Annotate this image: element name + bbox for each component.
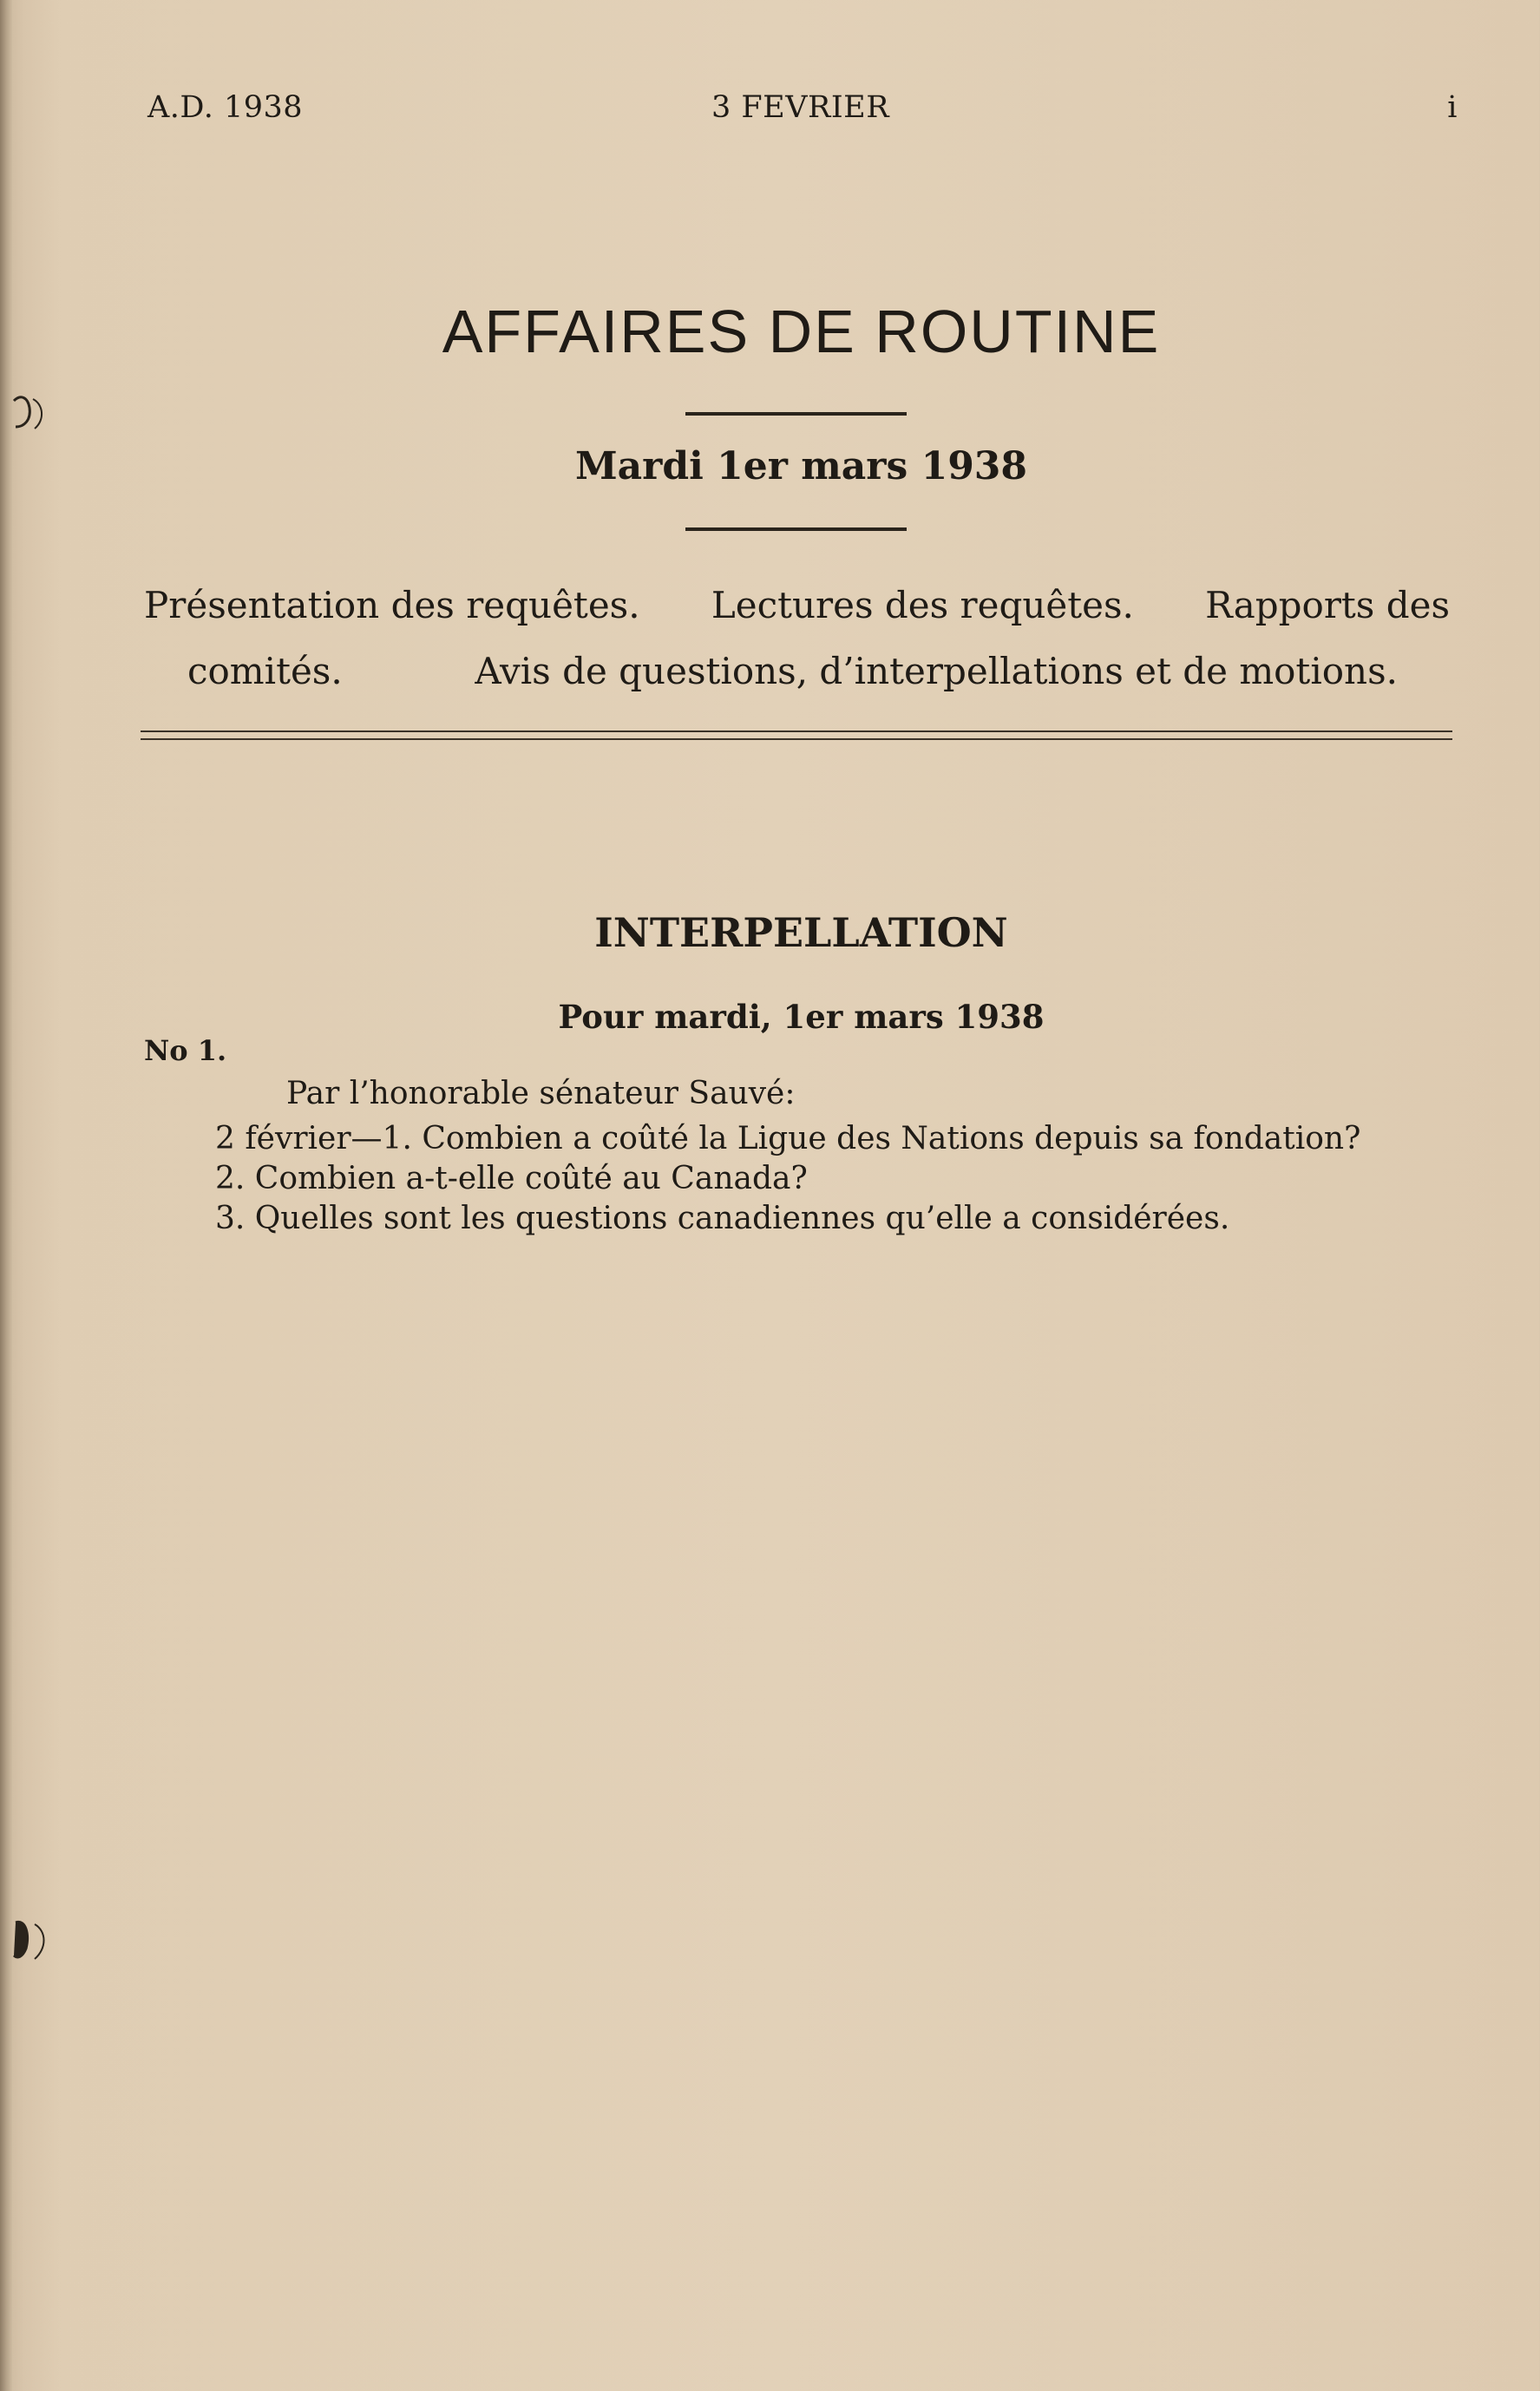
- routine-line-1: [144, 573, 1450, 639]
- question-item: 3. Quelles sont les questions canadiennes qu’elle a considérées.: [215, 1201, 1230, 1236]
- binding-hole-mark: [9, 382, 54, 442]
- date-divider: [685, 527, 907, 531]
- interpellation-author: Par l’honorable sénateur Sauvé:: [286, 1076, 796, 1111]
- question-item: 2 février—1. Combien a coûté la Ligue des Nations depuis sa fondation?: [215, 1121, 1361, 1156]
- interpellation-date: Pour mardi, 1er mars 1938: [558, 998, 1045, 1036]
- question-list: [215, 1119, 1465, 1239]
- routine-item: Présentation des requêtes.: [144, 584, 640, 626]
- page-title: AFFAIRES DE ROUTINE: [442, 298, 1161, 365]
- page-number: i: [1447, 90, 1458, 125]
- interpellation-number: No 1.: [144, 1034, 227, 1067]
- header-year: A.D. 1938: [147, 90, 304, 125]
- section-double-rule: [141, 730, 1452, 740]
- routine-items: [144, 573, 1450, 704]
- header-date: 3 FEVRIER: [711, 90, 890, 125]
- routine-line-2: [144, 639, 1398, 704]
- question-item: 2. Combien a-t-elle coûté au Canada?: [215, 1161, 808, 1196]
- routine-item: Lectures des requêtes.: [711, 584, 1134, 626]
- interpellation-heading: INTERPELLATION: [594, 909, 1008, 956]
- routine-item: comités.: [187, 650, 343, 692]
- sitting-date: Mardi 1er mars 1938: [574, 444, 1028, 488]
- routine-item: Rapports des: [1205, 584, 1450, 626]
- title-divider: [685, 412, 907, 416]
- page-header: [147, 90, 1458, 134]
- binding-hole-mark: [9, 1909, 54, 1969]
- page-binding-edge: [0, 0, 12, 2391]
- routine-item: Avis de questions, d’interpellations et de motions.: [475, 650, 1398, 692]
